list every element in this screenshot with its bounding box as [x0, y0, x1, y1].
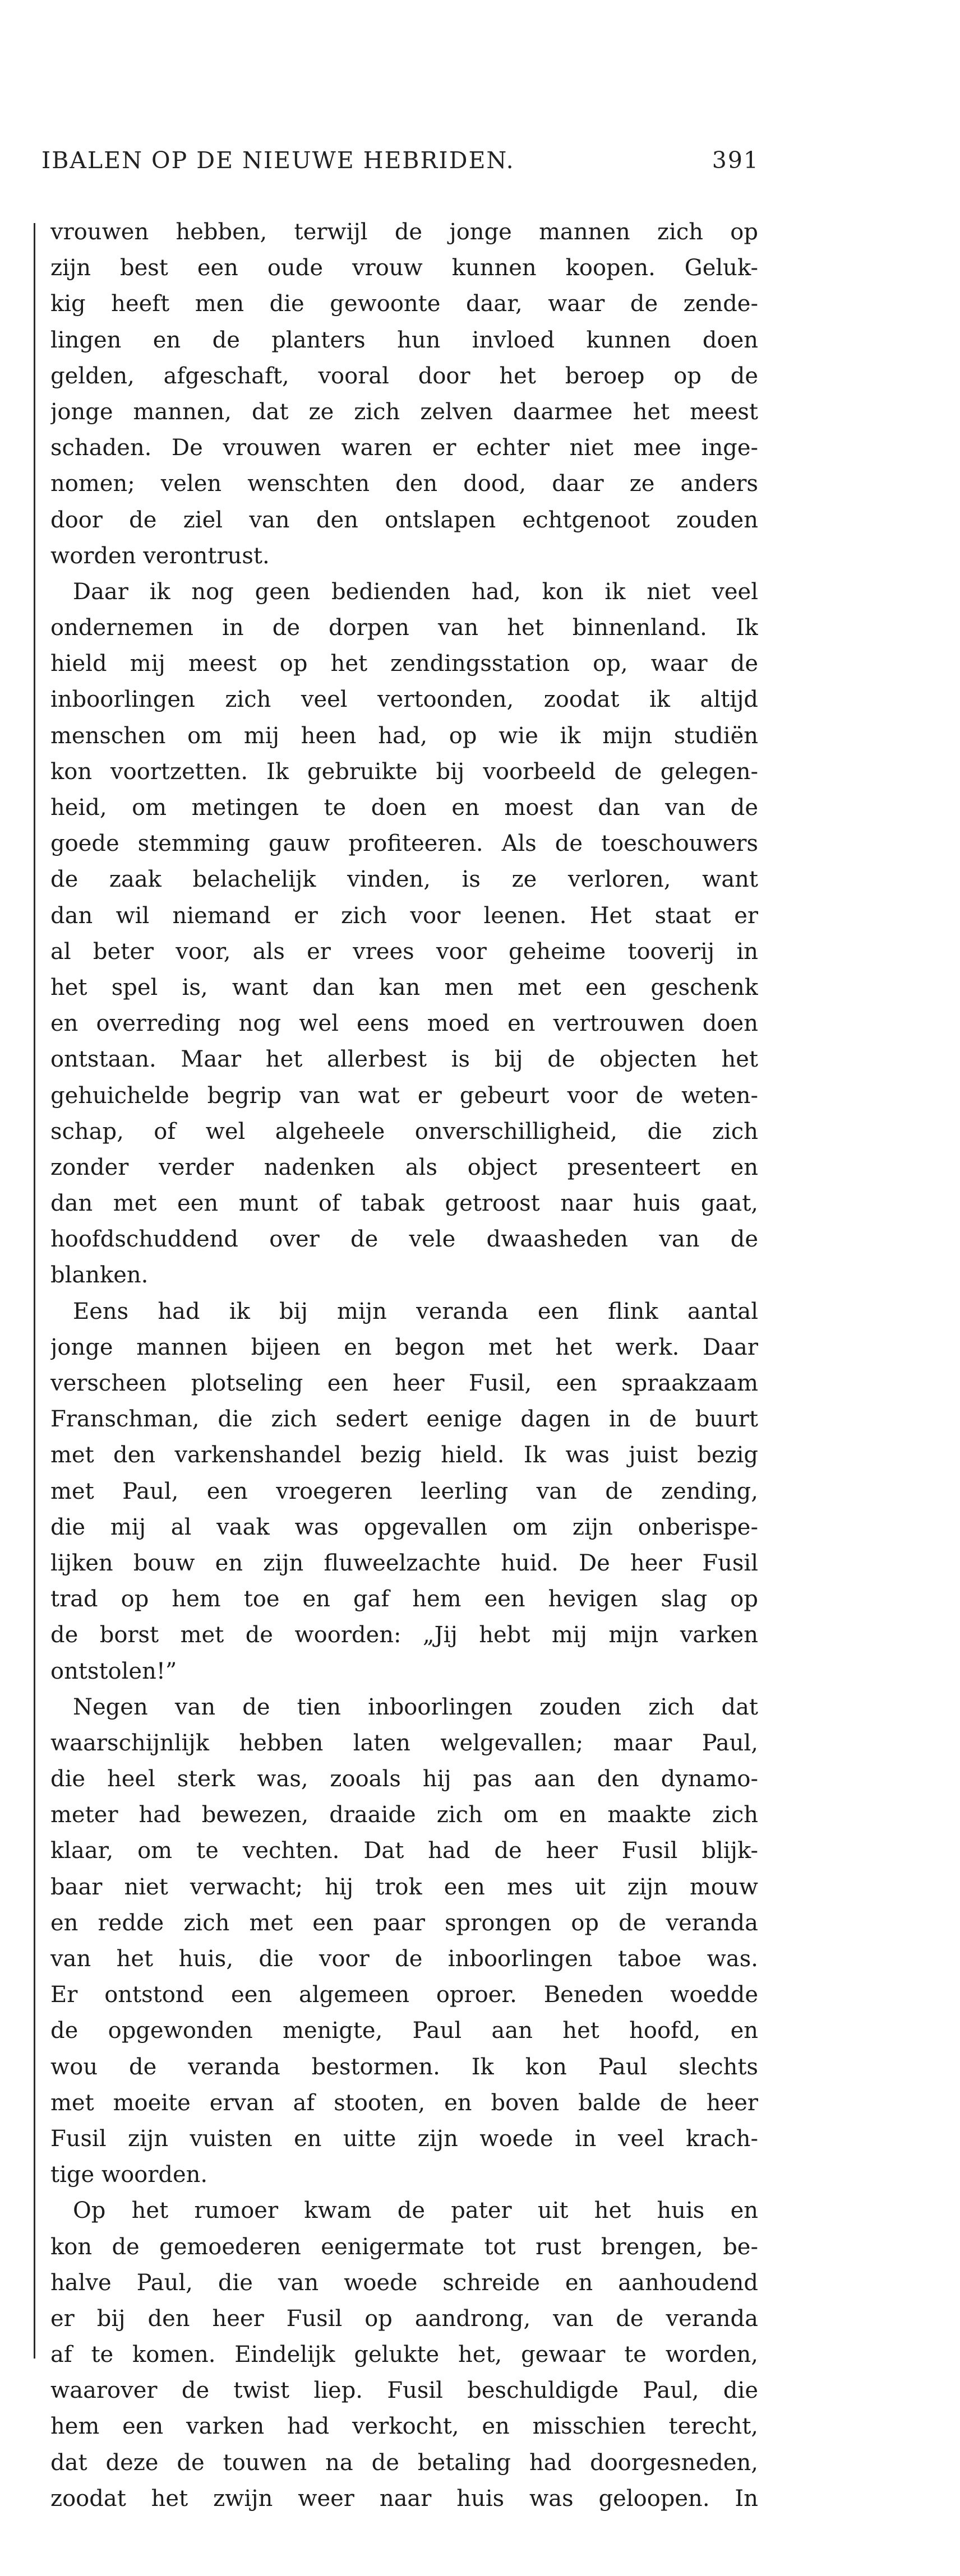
text-line: lingen en de planters hun invloed kunnen doen — [50, 327, 758, 353]
text-line: de opgewonden menigte, Paul aan het hoofd, en — [50, 2018, 758, 2044]
text-line: en overreding nog wel eens moed en vertrouwen doen — [50, 1011, 758, 1037]
text-line: schaden. De vrouwen waren er echter niet mee inge- — [50, 435, 758, 461]
text-line: met Paul, een vroegeren leerling van de zending, — [50, 1478, 758, 1504]
text-line: de zaak belachelijk vinden, is ze verloren, want — [50, 867, 758, 893]
text-line: zoodat het zwijn weer naar huis was geloopen. In — [50, 2485, 758, 2512]
text-line: af te komen. Eindelijk gelukte het, gewaar te worden, — [50, 2342, 758, 2368]
text-line: hoofdschuddend over de vele dwaasheden van de — [50, 1226, 758, 1253]
text-line: hield mij meest op het zendingsstation op, waar de — [50, 651, 758, 677]
text-line: Fusil zijn vuisten en uitte zijn woede in veel krach- — [50, 2125, 758, 2152]
text-line: baar niet verwacht; hij trok een mes uit zijn mouw — [50, 1874, 758, 1900]
margin-rule — [34, 223, 35, 2359]
text-line: schap, of wel algeheele onverschilligheid, die zich — [50, 1118, 758, 1145]
paragraph — [50, 1689, 758, 2193]
text-line: nomen; velen wenschten den dood, daar ze anders — [50, 471, 758, 497]
text-line: dan met een munt of tabak getroost naar huis gaat, — [50, 1190, 758, 1217]
text-line: wou de veranda bestormen. Ik kon Paul slechts — [50, 2054, 758, 2080]
text-line: halve Paul, die van woede schreide en aanhoudend — [50, 2269, 758, 2296]
paragraph — [50, 214, 758, 574]
text-line: zonder verder nadenken als object presenteert en — [50, 1154, 758, 1180]
text-line: kig heeft men die gewoonte daar, waar de zende- — [50, 291, 758, 317]
text-line: verscheen plotseling een heer Fusil, een spraakzaam — [50, 1370, 758, 1396]
text-line: gehuichelde begrip van wat er gebeurt voor de weten- — [50, 1082, 758, 1109]
text-line: Eens had ik bij mijn veranda een flink aantal — [73, 1298, 758, 1324]
text-line: die heel sterk was, zooals hij pas aan den dynamo- — [50, 1766, 758, 1792]
running-title: IBALEN OP DE NIEUWE HEBRIDEN. — [41, 147, 515, 174]
text-line: trad op hem toe en gaf hem een hevigen slag op — [50, 1586, 758, 1613]
body-text — [50, 214, 758, 2517]
page-number: 391 — [712, 147, 759, 174]
text-line: worden verontrust. — [50, 543, 270, 569]
text-line: er bij den heer Fusil op aandrong, van de veranda — [50, 2305, 758, 2332]
text-line: ontstolen!” — [50, 1658, 177, 1684]
text-line: zijn best een oude vrouw kunnen koopen. Geluk- — [50, 255, 758, 281]
paragraph — [50, 2193, 758, 2517]
text-line: kon voortzetten. Ik gebruikte bij voorbeeld de gelegen- — [50, 758, 758, 785]
text-line: meter had bewezen, draaide zich om en maakte zich — [50, 1802, 758, 1828]
text-line: door de ziel van den ontslapen echtgenoot zouden — [50, 507, 758, 533]
text-line: Daar ik nog geen bedienden had, kon ik niet veel — [73, 578, 758, 605]
text-line: lijken bouw en zijn fluweelzachte huid. De heer Fusil — [50, 1550, 758, 1576]
text-line: tige woorden. — [50, 2162, 208, 2188]
paragraph — [50, 1294, 758, 1689]
text-line: en redde zich met een paar sprongen op de veranda — [50, 1910, 758, 1936]
text-line: met moeite ervan af stooten, en boven balde de heer — [50, 2089, 758, 2116]
text-line: al beter voor, als er vrees voor geheime tooverij in — [50, 938, 758, 965]
text-line: de borst met de woorden: „Jij hebt mij mijn varken — [50, 1622, 758, 1648]
text-line: gelden, afgeschaft, vooral door het beroep op de — [50, 363, 758, 389]
text-line: kon de gemoederen eenigermate tot rust brengen, be- — [50, 2234, 758, 2260]
text-line: Op het rumoer kwam de pater uit het huis en — [73, 2198, 758, 2224]
text-line: Er ontstond een algemeen oproer. Beneden woedde — [50, 1982, 758, 2008]
text-line: inboorlingen zich veel vertoonden, zoodat ik altijd — [50, 687, 758, 713]
text-line: hem een varken had verkocht, en misschien terecht, — [50, 2413, 758, 2440]
text-line: blanken. — [50, 1262, 149, 1289]
text-line: vrouwen hebben, terwijl de jonge mannen zich op — [50, 219, 758, 245]
text-line: waarschijnlijk hebben laten welgevallen; maar Paul, — [50, 1730, 758, 1756]
text-line: die mij al vaak was opgevallen om zijn onberispe- — [50, 1514, 758, 1540]
text-line: Negen van de tien inboorlingen zouden zich dat — [73, 1694, 758, 1720]
text-line: goede stemming gauw profiteeren. Als de toeschouwers — [50, 831, 758, 857]
text-line: dat deze de touwen na de betaling had doorgesneden, — [50, 2449, 758, 2476]
paragraph — [50, 574, 758, 1294]
text-line: jonge mannen, dat ze zich zelven daarmee het meest — [50, 399, 758, 425]
text-line: heid, om metingen te doen en moest dan van de — [50, 795, 758, 821]
text-line: ondernemen in de dorpen van het binnenland. Ik — [50, 615, 758, 641]
text-line: Franschman, die zich sedert eenige dagen in de buurt — [50, 1406, 758, 1433]
text-line: met den varkenshandel bezig hield. Ik was juist bezig — [50, 1442, 758, 1468]
text-line: dan wil niemand er zich voor leenen. Het staat er — [50, 902, 758, 929]
text-line: waarover de twist liep. Fusil beschuldigde Paul, die — [50, 2378, 758, 2404]
text-line: menschen om mij heen had, op wie ik mijn studiën — [50, 722, 758, 749]
text-line: het spel is, want dan kan men met een geschenk — [50, 974, 758, 1000]
running-head — [41, 147, 759, 186]
text-line: ontstaan. Maar het allerbest is bij de objecten het — [50, 1046, 758, 1073]
text-line: jonge mannen bijeen en begon met het werk. Daar — [50, 1334, 758, 1360]
text-line: van het huis, die voor de inboorlingen taboe was. — [50, 1946, 758, 1972]
text-line: klaar, om te vechten. Dat had de heer Fusil blijk- — [50, 1838, 758, 1864]
